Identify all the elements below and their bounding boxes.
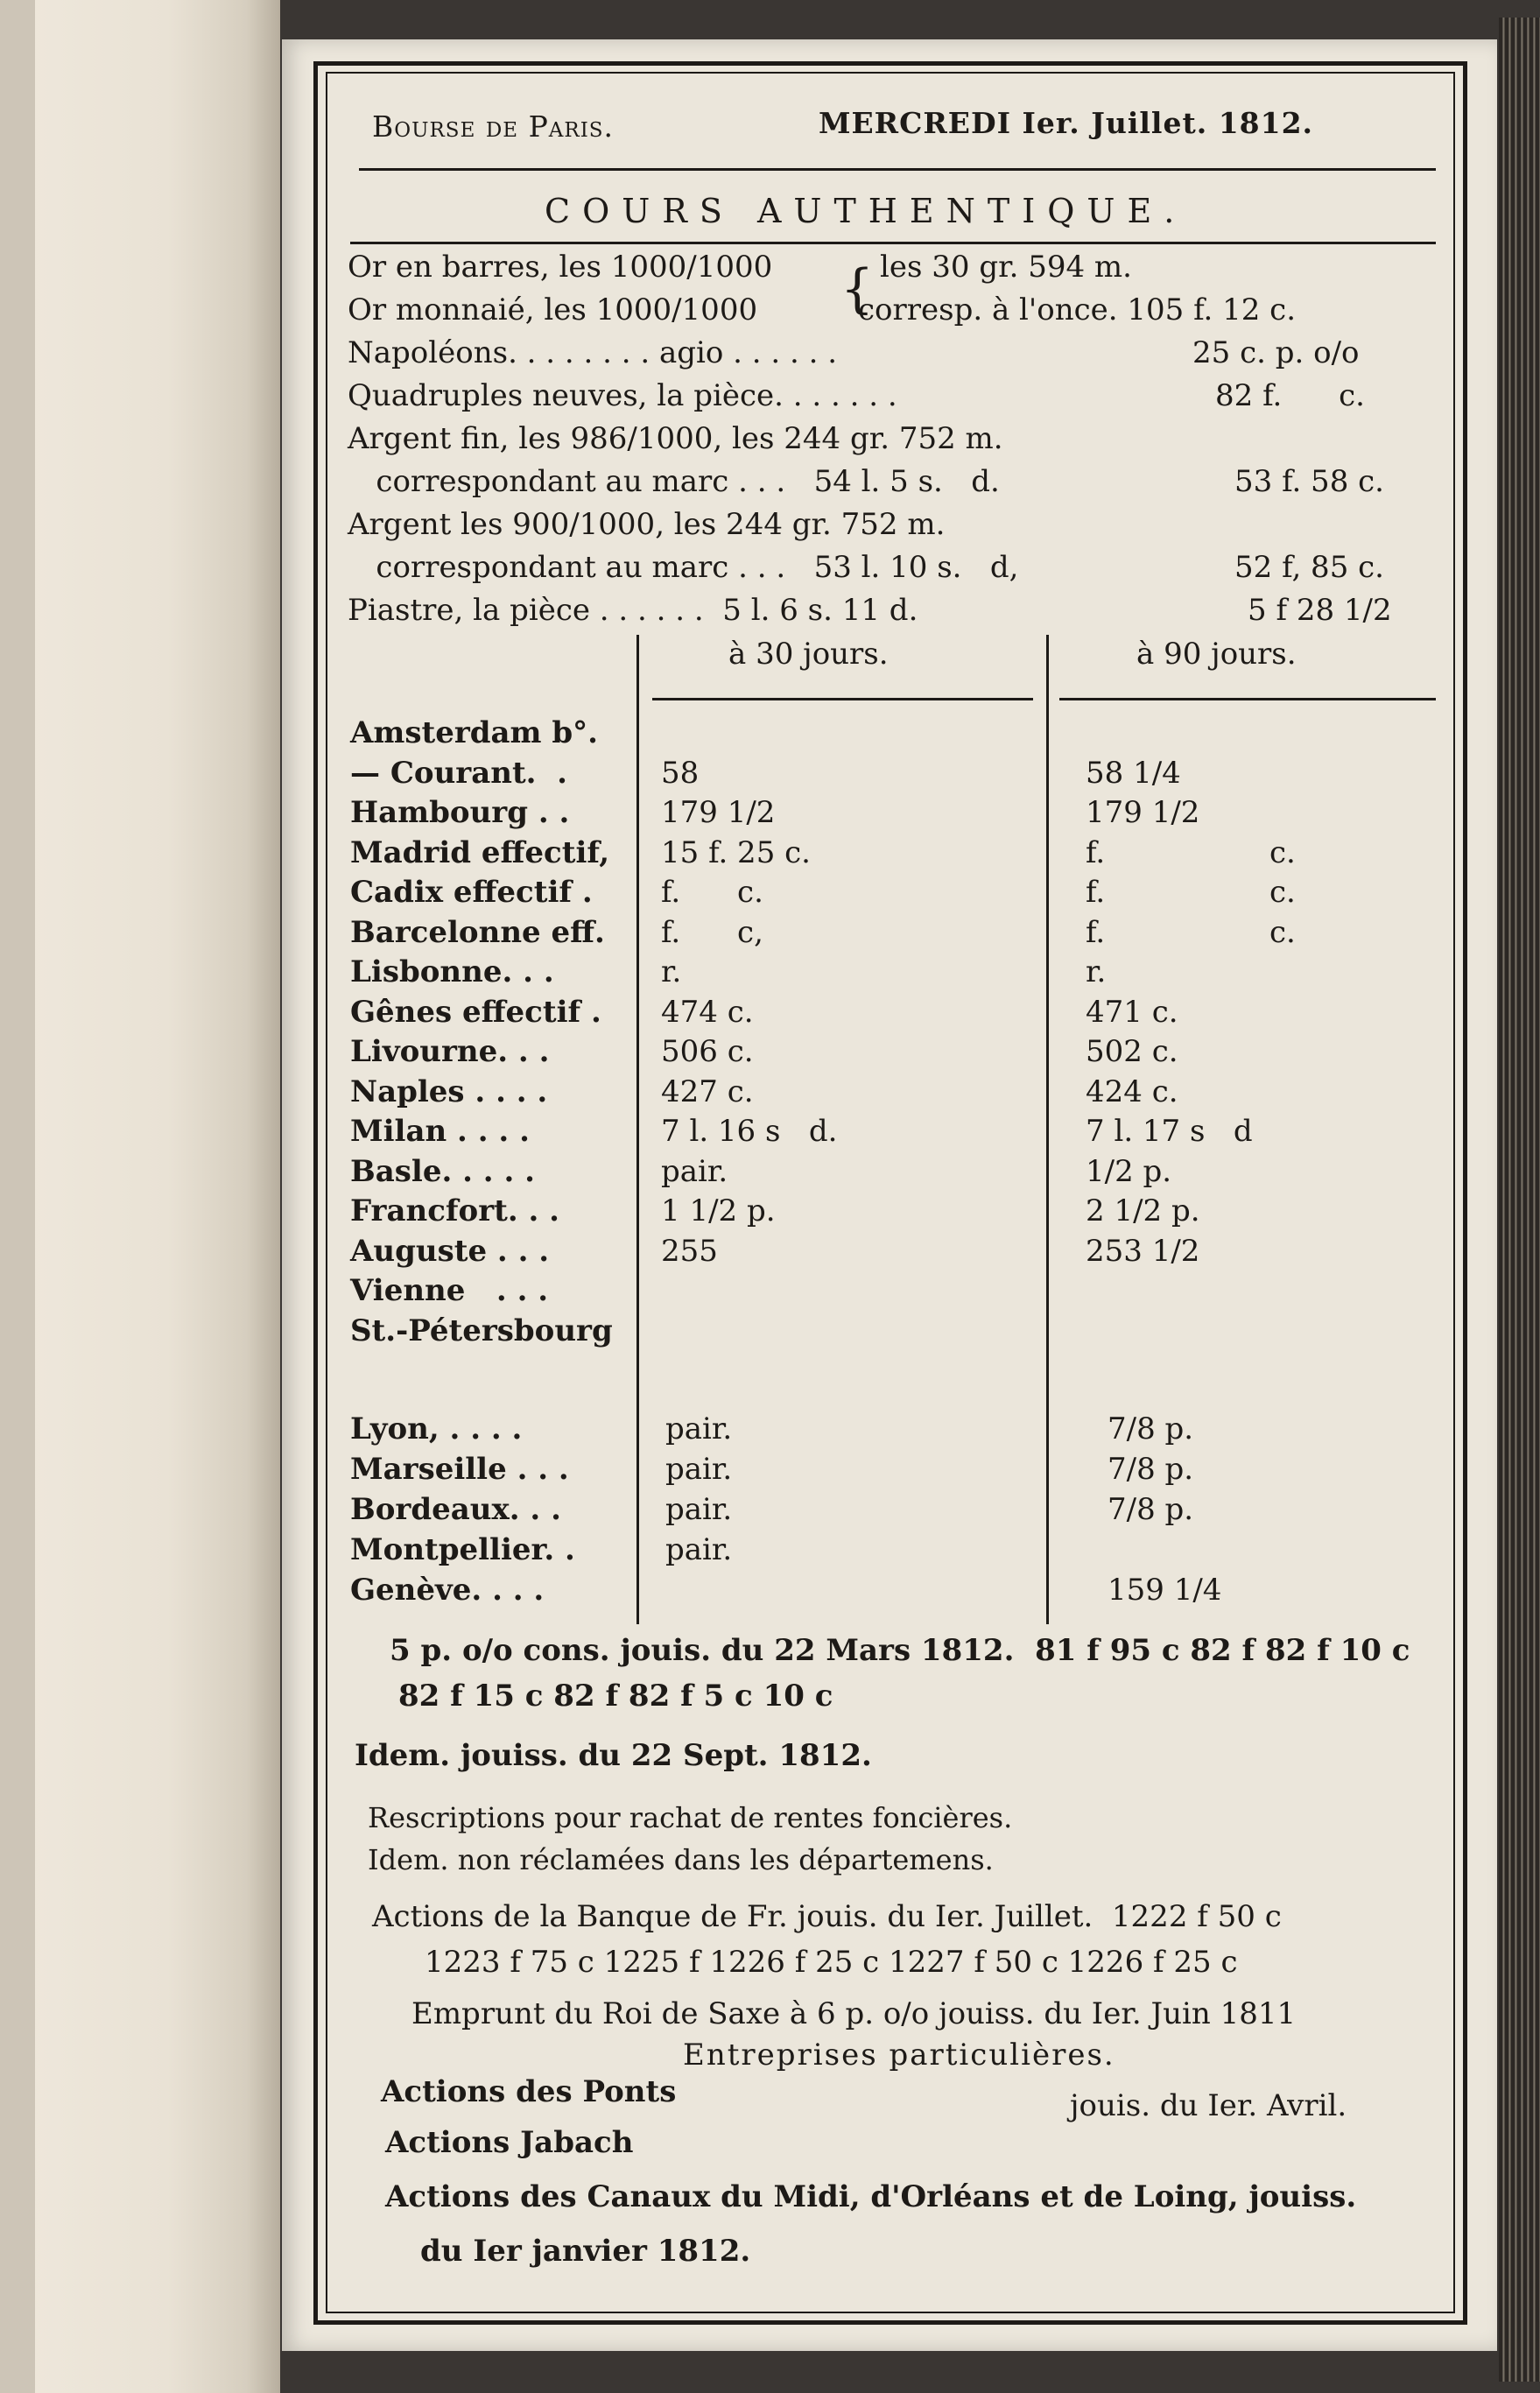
rate-30-days: 255 xyxy=(661,1233,718,1269)
column-rule xyxy=(652,698,1033,700)
rente-line: 1223 f 75 c 1225 f 1226 f 25 c 1227 f 50 c 1226 f 25 c xyxy=(425,1945,1238,1980)
rate-90-days: 7/8 p. xyxy=(1108,1411,1194,1446)
place-name: Milan . . . . xyxy=(350,1114,530,1149)
rate-90-days: 2 1/2 p. xyxy=(1086,1193,1200,1228)
rente-line: Idem. non réclamées dans les départemens. xyxy=(368,1843,994,1876)
column-divider xyxy=(636,635,639,1624)
place-name: Marseille . . . xyxy=(350,1452,569,1487)
rate-30-days: pair. xyxy=(665,1532,733,1567)
rate-90-days: 1/2 p. xyxy=(1086,1153,1172,1189)
place-name: Hambourg . . xyxy=(350,795,570,830)
rente-line: du Ier janvier 1812. xyxy=(420,2234,751,2269)
rente-line: Emprunt du Roi de Saxe à 6 p. o/o jouiss. du Ier. Juin 1811 xyxy=(411,1996,1297,2031)
place-name: Basle. . . . . xyxy=(350,1153,535,1189)
metal-line: Argent fin, les 986/1000, les 244 gr. 752 m. xyxy=(348,421,1003,456)
place-name: St.-Pétersbourg xyxy=(350,1313,613,1348)
place-name: Amsterdam b°. xyxy=(350,715,598,750)
metal-line: correspondant au marc . . . 53 l. 10 s. d, xyxy=(348,550,1019,585)
metal-line: Piastre, la pièce . . . . . . 5 l. 6 s. 11 d. xyxy=(348,593,918,628)
rente-line: 5 p. o/o cons. jouis. du 22 Mars 1812. 81 f 95 c 82 f 82 f 10 c xyxy=(390,1633,1410,1668)
rente-line: 82 f 15 c 82 f 82 f 5 c 10 c xyxy=(398,1679,833,1714)
rate-30-days: 474 c. xyxy=(661,994,754,1030)
rate-90-days: 58 1/4 xyxy=(1086,755,1181,791)
rate-90-days: f. xyxy=(1086,875,1106,910)
brace-glyph: { xyxy=(840,258,875,320)
header-rule xyxy=(359,168,1436,171)
metal-value: 52 f, 85 c. xyxy=(1234,550,1384,585)
page-title: COURS AUTHENTIQUE. xyxy=(545,192,1187,230)
place-name: Lyon, . . . . xyxy=(350,1411,523,1446)
column-header-30: à 30 jours. xyxy=(728,637,889,672)
metal-value: 82 f. c. xyxy=(1215,378,1365,413)
place-name: — Courant. . xyxy=(350,755,568,791)
rente-line: Actions Jabach xyxy=(385,2125,634,2160)
rate-90-days: 253 1/2 xyxy=(1086,1233,1200,1269)
column-header-90: à 90 jours. xyxy=(1136,637,1297,672)
rate-30-days: r. xyxy=(661,954,682,989)
metal-value: 5 f 28 1/2 xyxy=(1248,593,1392,628)
rate-30-days: pair. xyxy=(665,1411,733,1446)
rate-90-days: 7 l. 17 s d xyxy=(1086,1114,1253,1149)
rate-90-days: 179 1/2 xyxy=(1086,795,1200,830)
metal-line: Napoléons. . . . . . . . agio . . . . . . xyxy=(348,335,838,370)
title-rule xyxy=(350,242,1436,244)
place-name: Cadix effectif . xyxy=(350,875,593,910)
rate-30-days: pair. xyxy=(665,1492,733,1527)
rate-90-days: r. xyxy=(1086,954,1107,989)
rate-30-days: 15 f. 25 c. xyxy=(661,834,811,870)
place-name: Bordeaux. . . xyxy=(350,1492,561,1527)
header-date: MERCREDI Ier. Juillet. 1812. xyxy=(819,106,1314,140)
rate-90-days: f. xyxy=(1086,914,1106,950)
metal-line: Or monnaié, les 1000/1000 xyxy=(348,292,758,327)
metal-value: 53 f. 58 c. xyxy=(1234,464,1384,499)
rate-30-days: 1 1/2 p. xyxy=(661,1193,776,1228)
rate-30-days: 179 1/2 xyxy=(661,795,776,830)
place-name: Madrid effectif, xyxy=(350,834,610,870)
column-rule xyxy=(1059,698,1436,700)
rente-line: Rescriptions pour rachat de rentes foncières. xyxy=(368,1801,1013,1834)
rate-30-days: 7 l. 16 s d. xyxy=(661,1114,838,1149)
rente-line: Actions de la Banque de Fr. jouis. du Ier. Juillet. 1222 f 50 c xyxy=(372,1899,1282,1934)
rate-30-days: 427 c. xyxy=(661,1073,754,1109)
rente-line: Actions des Ponts xyxy=(381,2074,677,2109)
place-name: Livourne. . . xyxy=(350,1034,550,1069)
metal-line: correspondant au marc . . . 54 l. 5 s. d. xyxy=(348,464,1000,499)
place-name: Genève. . . . xyxy=(350,1573,545,1608)
section-heading: Entreprises particulières. xyxy=(683,2038,1115,2073)
metal-value: 25 c. p. o/o xyxy=(1192,335,1360,370)
place-name: Gênes effectif . xyxy=(350,994,601,1030)
rate-90-days: 7/8 p. xyxy=(1108,1492,1194,1527)
rente-line: jouis. du Ier. Avril. xyxy=(1070,2088,1347,2123)
rate-30-days: 506 c. xyxy=(661,1034,754,1069)
place-name: Montpellier. . xyxy=(350,1532,575,1567)
metal-value: les 30 gr. 594 m. xyxy=(880,250,1132,285)
rate-90-days-cents: c. xyxy=(1269,914,1296,950)
metal-value: corresp. à l'once. 105 f. 12 c. xyxy=(858,292,1297,327)
rate-30-days: pair. xyxy=(665,1452,733,1487)
rate-30-days: pair. xyxy=(661,1153,728,1189)
metal-line: Argent les 900/1000, les 244 gr. 752 m. xyxy=(348,507,946,542)
place-name: Francfort. . . xyxy=(350,1193,560,1228)
metal-line: Or en barres, les 1000/1000 xyxy=(348,250,773,285)
rate-90-days-cents: c. xyxy=(1269,875,1296,910)
place-name: Vienne . . . xyxy=(350,1273,549,1308)
rente-line: Actions des Canaux du Midi, d'Orléans et de Loing, jouiss. xyxy=(385,2179,1357,2214)
rate-90-days-cents: c. xyxy=(1269,834,1296,870)
rate-90-days: 7/8 p. xyxy=(1108,1452,1194,1487)
page-edges xyxy=(1499,18,1540,2382)
left-page-margin xyxy=(0,0,280,2393)
rate-30-days: 58 xyxy=(661,755,700,791)
header-left: Bourse de Paris. xyxy=(372,109,615,144)
rate-90-days: 159 1/4 xyxy=(1108,1573,1222,1608)
rate-30-days: f. c. xyxy=(661,875,763,910)
rate-90-days: 424 c. xyxy=(1086,1073,1178,1109)
place-name: Auguste . . . xyxy=(350,1233,550,1269)
binding-shadow xyxy=(0,0,35,2393)
rate-90-days: 502 c. xyxy=(1086,1034,1178,1069)
rate-90-days: f. xyxy=(1086,834,1106,870)
place-name: Barcelonne eff. xyxy=(350,914,605,950)
rate-30-days: f. c, xyxy=(661,914,763,950)
metal-line: Quadruples neuves, la pièce. . . . . . . xyxy=(348,378,897,413)
place-name: Naples . . . . xyxy=(350,1073,548,1109)
rente-line: Idem. jouiss. du 22 Sept. 1812. xyxy=(355,1738,872,1773)
place-name: Lisbonne. . . xyxy=(350,954,554,989)
rate-90-days: 471 c. xyxy=(1086,994,1178,1030)
column-divider xyxy=(1046,635,1049,1624)
